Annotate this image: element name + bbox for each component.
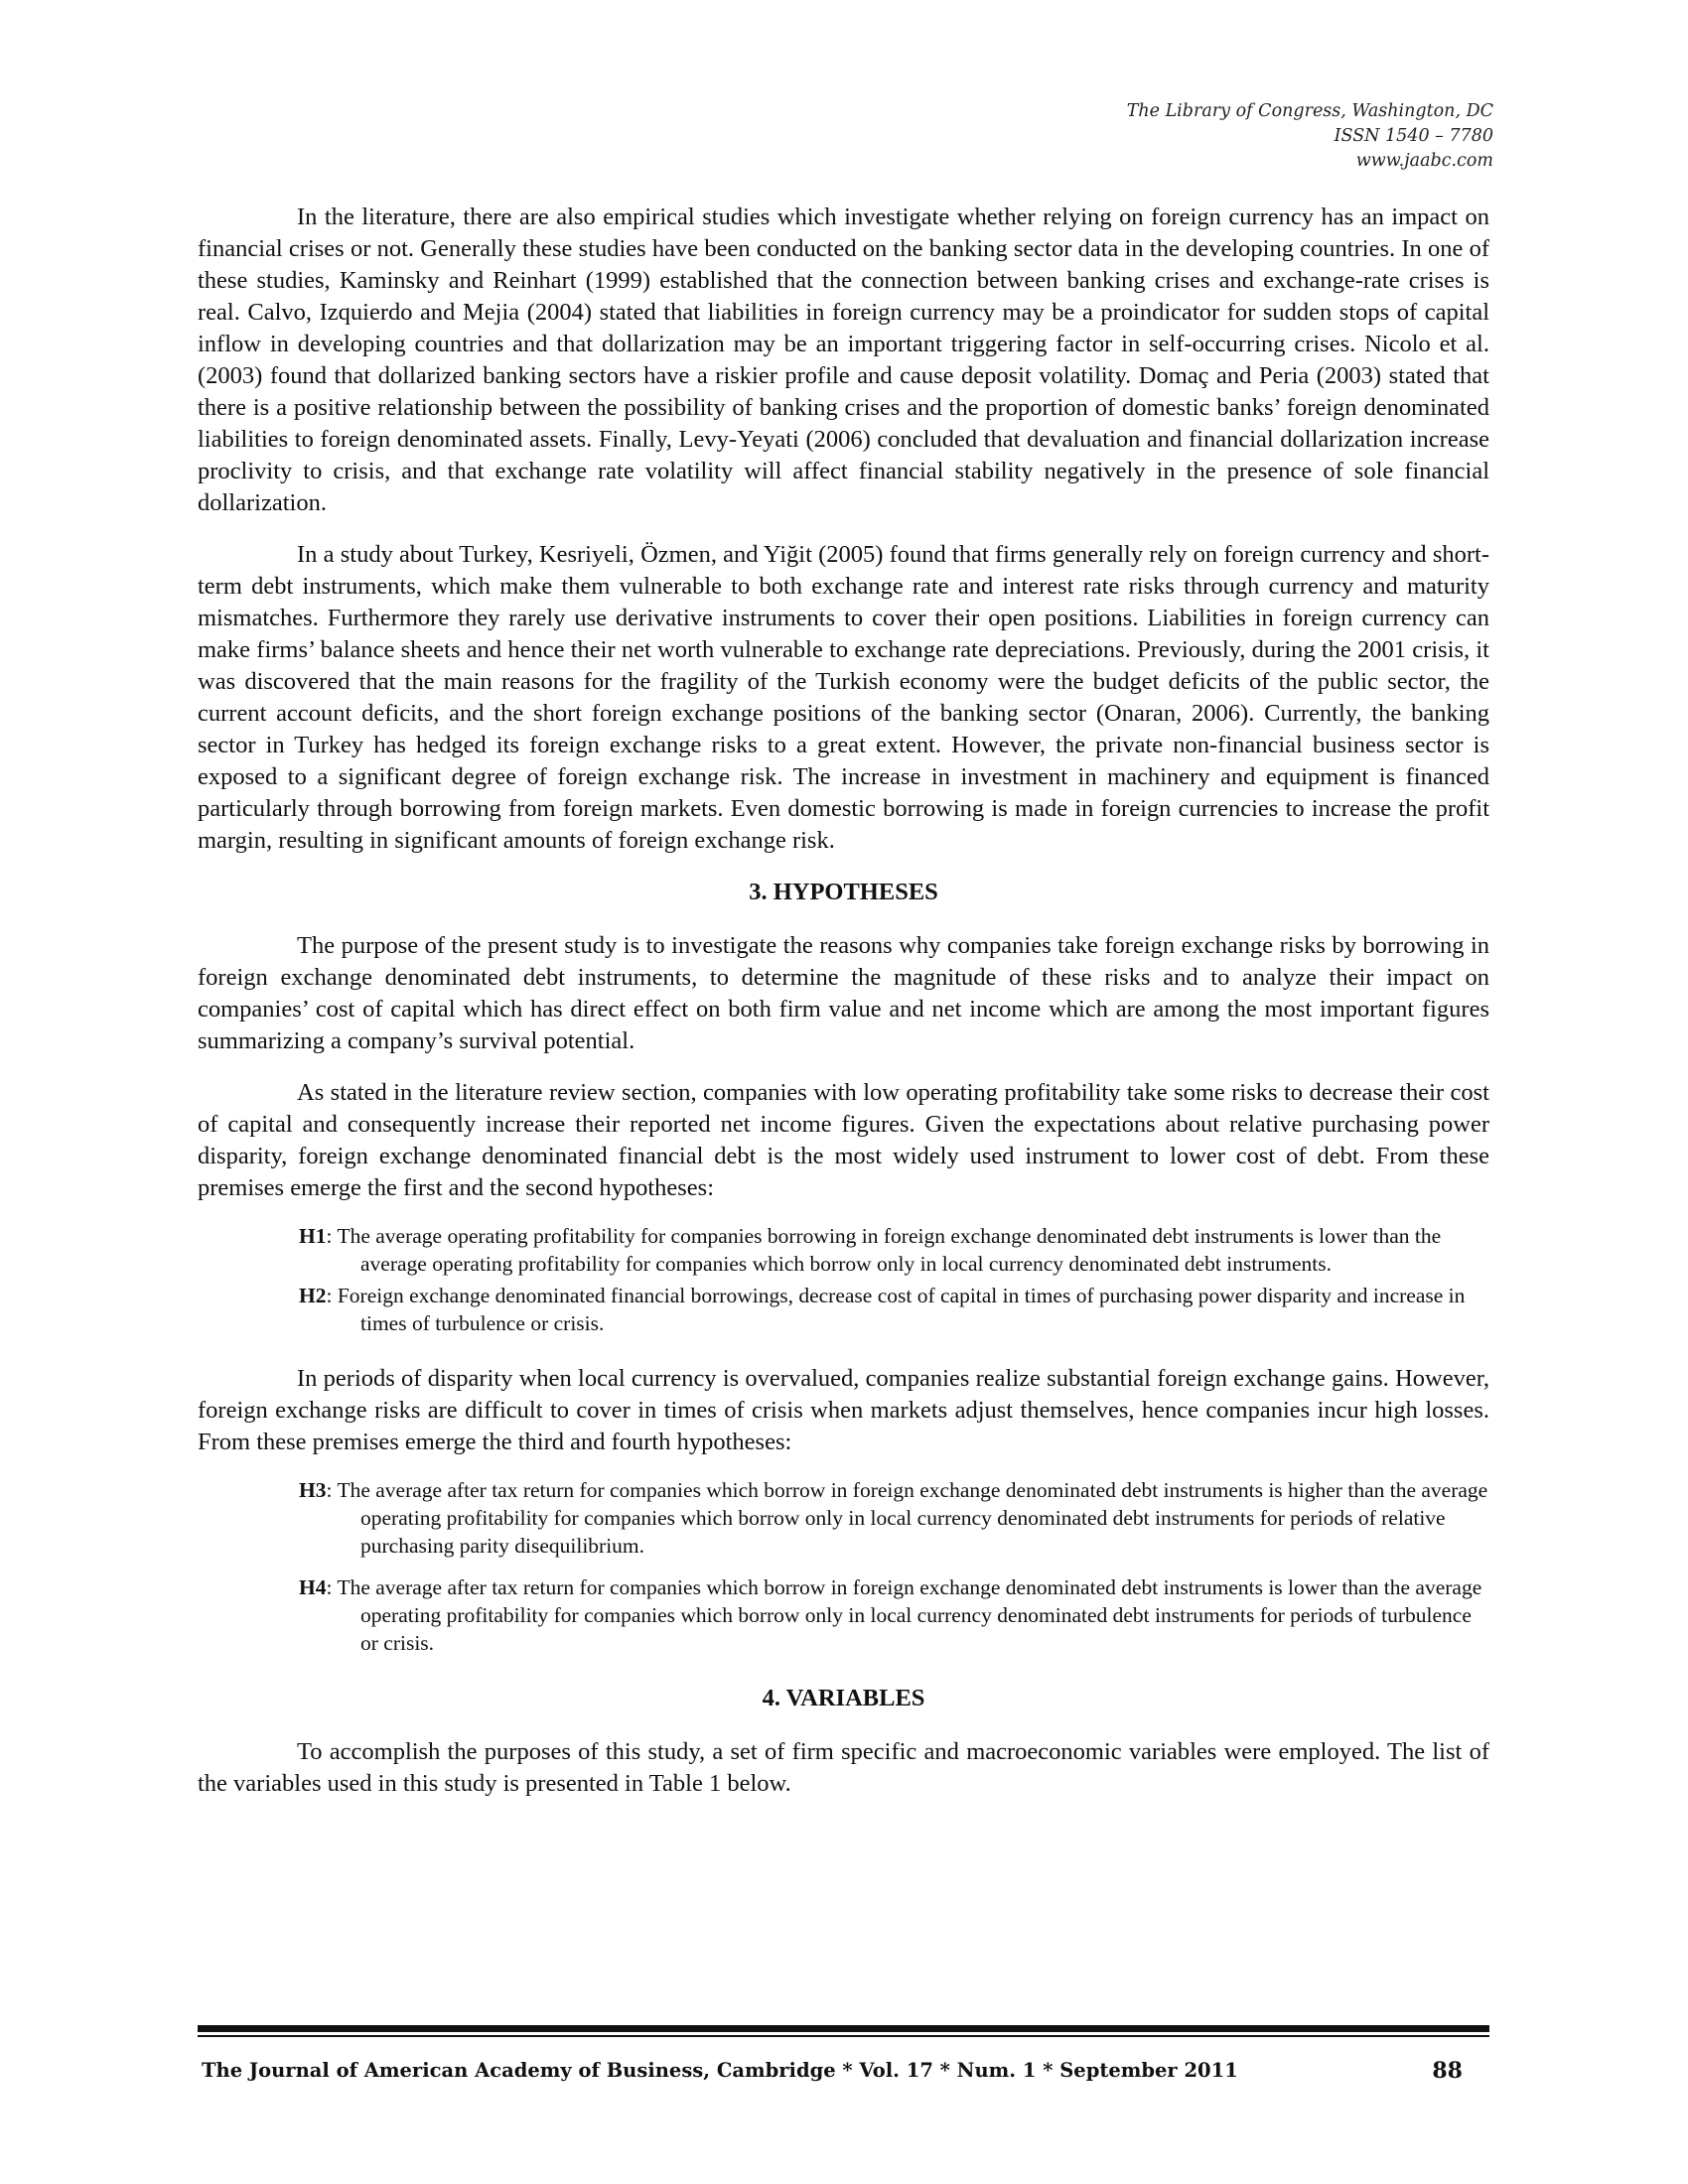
hypothesis-label: H2 [299, 1284, 327, 1307]
hypotheses-list-second [198, 1476, 1489, 1657]
hypothesis-text: : The average after tax return for companies which borrow in foreign exchange denominated debt instruments is lower than the average operating profitability for companies which borrow only in local currency denominated debt instruments for periods of turbulence or crisis. [326, 1575, 1482, 1655]
article-body [198, 202, 1489, 1820]
hypothesis-h1 [299, 1222, 1489, 1278]
paragraph-literature-review: As stated in the literature review section, companies with low operating profitability take some risks to decrease their cost of capital and consequently increase their reported net income figures. Given the expectations about relative purchasing power disparity, foreign exchange denominated financial debt is the most widely used instrument to lower cost of debt. From these premises emerge the first and the second hypotheses: [198, 1079, 1489, 1201]
hypothesis-text: : The average after tax return for companies which borrow in foreign exchange denominated debt instruments is higher than the average operating profitability for companies which borrow only in local currency denominated debt instruments for periods of relative purchasing parity disequilibrium. [326, 1478, 1488, 1558]
hypothesis-label: H3 [299, 1478, 327, 1502]
footer-rule-thick [198, 2025, 1489, 2032]
paragraph-study-purpose: The purpose of the present study is to investigate the reasons why companies take foreign exchange risks by borrowing in foreign exchange denominated debt instruments, to determine the magnitude of these risks and to analyze their impact on companies’ cost of capital which has direct effect on both firm value and net income which are among the most important figures summarizing a company’s survival potential. [198, 932, 1489, 1054]
hypothesis-label: H1 [299, 1224, 327, 1248]
hypotheses-list-first [198, 1222, 1489, 1337]
section-heading-hypotheses: 3. HYPOTHESES [749, 879, 938, 905]
header-library-line: The Library of Congress, Washington, DC [1126, 101, 1493, 121]
header-issn-line: ISSN 1540 – 7780 [1334, 126, 1493, 146]
paragraph-disparity: In periods of disparity when local currency is overvalued, companies realize substantial foreign exchange gains. However, foreign exchange risks are difficult to cover in times of crisis when markets adjust themselves, hence companies incur high losses. From these premises emerge the third and fourth hypotheses: [198, 1365, 1489, 1455]
paragraph-variables: To accomplish the purposes of this study, a set of firm specific and macroeconomic variables were employed. The list of the variables used in this study is presented in Table 1 below. [198, 1738, 1489, 1797]
paragraph-literature: In the literature, there are also empirical studies which investigate whether relying on foreign currency has an impact on financial crises or not. Generally these studies have been conducted on the banking sector data in the developing countries. In one of these studies, Kaminsky and Reinhart (1999) established that the connection between banking crises and exchange-rate crises is real. Calvo, Izquierdo and Mejia (2004) stated that liabilities in foreign currency may be a proindicator for sudden stops of capital inflow in developing countries and that dollarization may be an important triggering factor in self-occurring crises. Nicolo et al. (2003) found that dollarized banking sectors have a riskier profile and cause deposit volatility. Domaç and Peria (2003) stated that there is a positive relationship between the possibility of banking crises and the proportion of domestic banks’ foreign denominated liabilities to foreign denominated assets. Finally, Levy-Yeyati (2006) concluded that devaluation and financial dollarization increase proclivity to crisis, and that exchange rate volatility will affect financial stability negatively in the presence of sole financial dollarization. [198, 204, 1489, 516]
page-number: 88 [1432, 2058, 1463, 2084]
footer-journal-citation: The Journal of American Academy of Business, Cambridge * Vol. 17 * Num. 1 * September 2011 [202, 2059, 1238, 2082]
hypothesis-h4 [299, 1573, 1489, 1657]
hypothesis-h2 [299, 1282, 1489, 1337]
hypothesis-text: : Foreign exchange denominated financial borrowings, decrease cost of capital in times of purchasing power disparity and increase in times of turbulence or crisis. [326, 1284, 1466, 1335]
hypothesis-label: H4 [299, 1575, 327, 1599]
hypothesis-h3 [299, 1476, 1489, 1560]
header-website-line: www.jaabc.com [1355, 151, 1493, 171]
running-header [1127, 99, 1493, 174]
running-footer [202, 2058, 1463, 2084]
section-heading-variables: 4. VARIABLES [762, 1685, 925, 1711]
paragraph-turkey-study: In a study about Turkey, Kesriyeli, Özmen, and Yiğit (2005) found that firms generally rely on foreign currency and short-term debt instruments, which make them vulnerable to both exchange rate and interest rate risks through currency and maturity mismatches. Furthermore they rarely use derivative instruments to cover their open positions. Liabilities in foreign currency can make firms’ balance sheets and hence their net worth vulnerable to exchange rate depreciations. Previously, during the 2001 crisis, it was discovered that the main reasons for the fragility of the Turkish economy were the budget deficits of the public sector, the current account deficits, and the short foreign exchange positions of the banking sector (Onaran, 2006). Currently, the banking sector in Turkey has hedged its foreign exchange risks to a great extent. However, the private non-financial business sector is exposed to a significant degree of foreign exchange risk. The increase in investment in machinery and equipment is financed particularly through borrowing from foreign markets. Even domestic borrowing is made in foreign currencies to increase the profit margin, resulting in significant amounts of foreign exchange risk. [198, 541, 1489, 854]
footer-rule-thin [198, 2035, 1489, 2037]
hypothesis-text: : The average operating profitability for companies borrowing in foreign exchange denominated debt instruments is lower than the average operating profitability for companies which borrow only in local currency denominated debt instruments. [326, 1224, 1442, 1276]
